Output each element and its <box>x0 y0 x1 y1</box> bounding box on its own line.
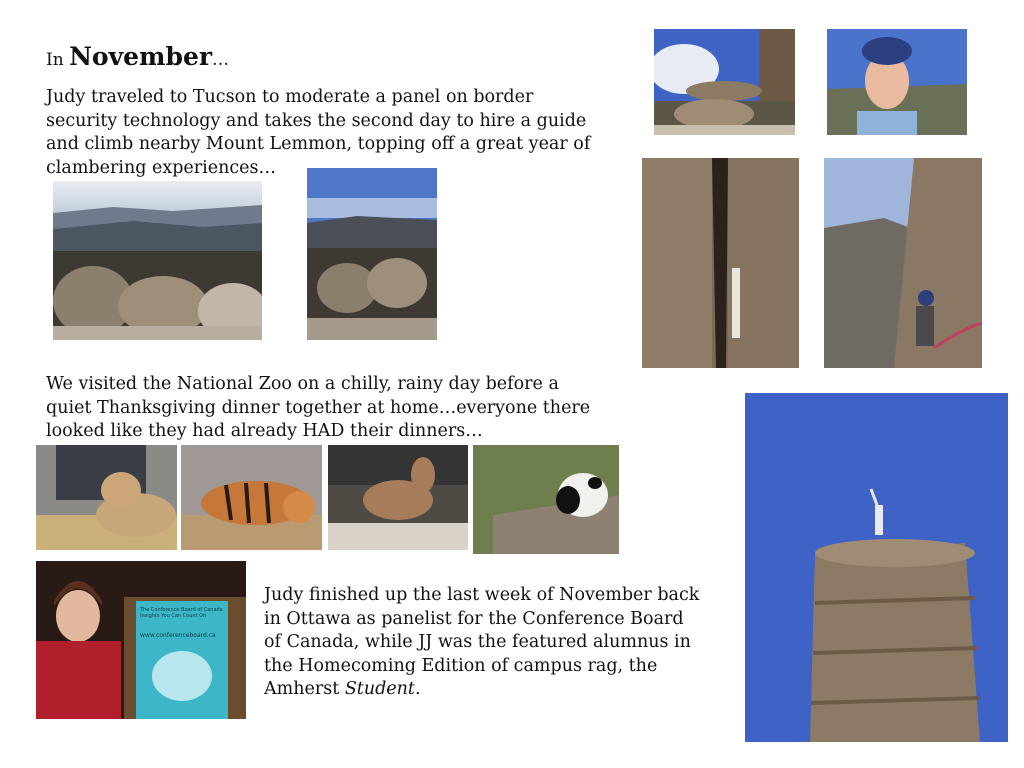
panda-photo <box>473 445 619 554</box>
zoo-paragraph: We visited the National Zoo on a chilly, rainy day before a quiet Thanksgiving dinner together at home…everyone there looked like they had already HAD their dinners… <box>46 374 591 441</box>
kangaroo-photo <box>328 445 468 550</box>
ottawa-end: . <box>414 679 421 699</box>
podium-sign-line2: Insights You Can Count On <box>140 613 207 619</box>
tiger-photo <box>181 445 322 550</box>
helmet-selfie-photo <box>827 29 967 135</box>
crevice-photo <box>642 158 799 368</box>
page-title <box>46 42 229 71</box>
student-italic: Student <box>344 679 415 699</box>
ottawa-paragraph <box>264 584 704 702</box>
title-month: November <box>69 42 213 71</box>
conference-podium-photo <box>36 561 246 719</box>
podium-sign-line1: The Conference Board of Canada <box>140 607 223 613</box>
title-suffix: … <box>212 50 230 70</box>
mountain-vista-photo <box>53 181 262 340</box>
summit-pillar-photo <box>745 393 1008 742</box>
ottawa-text: Judy finished up the last week of November back in Ottawa as panelist for the Conference Board of Canada, while JJ was the featured alumnus in the Homecoming Edition of campus rag, the Amherst <box>264 585 700 699</box>
lioness-photo <box>36 445 177 550</box>
podium-sign-url: www.conferenceboard.ca <box>140 632 216 639</box>
rope-climb-photo <box>824 158 982 368</box>
rocky-ridge-photo <box>307 168 437 340</box>
podium-sign <box>140 607 224 639</box>
balanced-rock-photo <box>654 29 795 135</box>
tucson-paragraph: Judy traveled to Tucson to moderate a panel on border security technology and takes the second day to hire a guide and climb nearby Mount Lemmon, topping off a great year of clambering experiences… <box>46 87 591 178</box>
title-prefix: In <box>46 50 70 70</box>
